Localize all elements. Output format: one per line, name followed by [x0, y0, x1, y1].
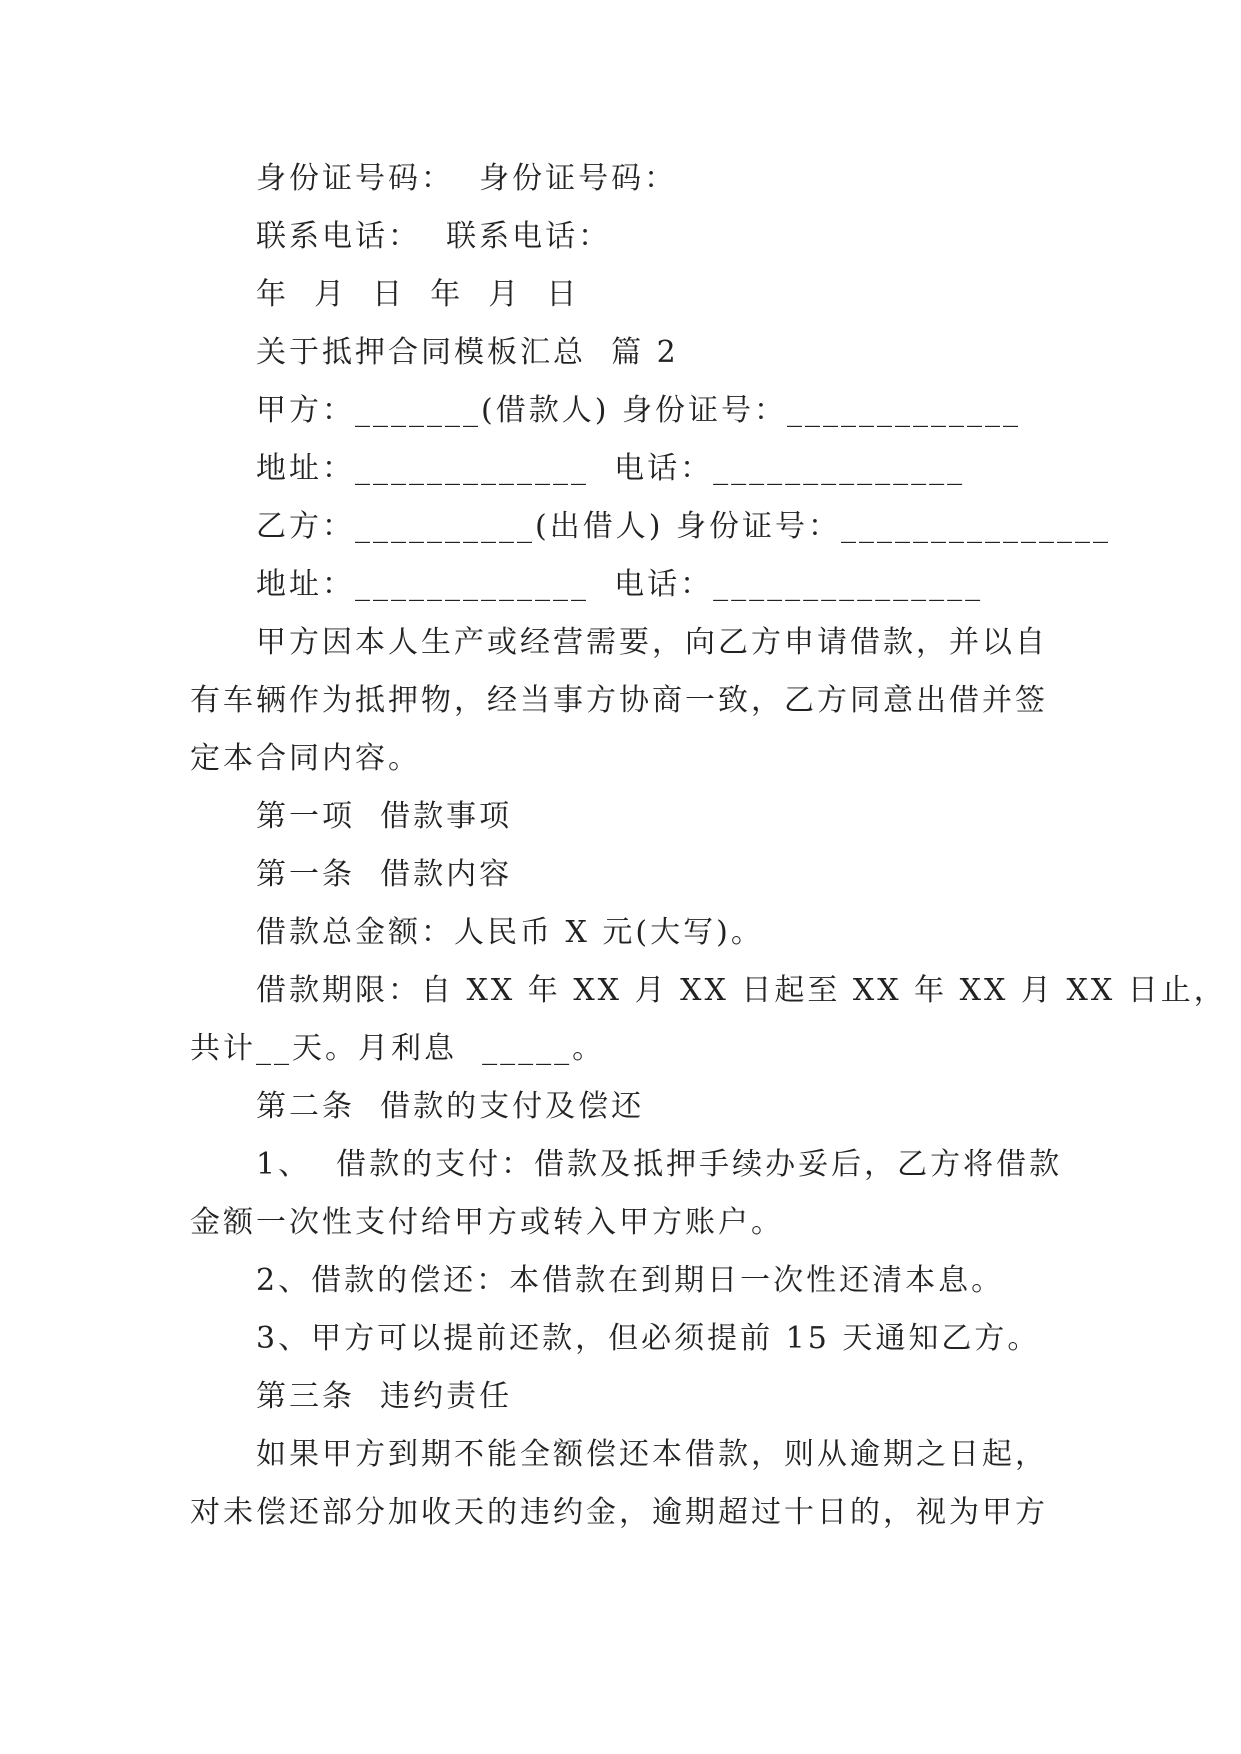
repayment-item-line: 2、借款的偿还：本借款在到期日一次性还清本息。 — [256, 1263, 1005, 1298]
paragraph-line: 甲方因本人生产或经营需要，向乙方申请借款，并以自 — [256, 625, 1048, 660]
date-line: 年 月 日 年 月 日 — [256, 277, 580, 312]
party-a-address-line: 地址：_____________ 电话：______________ — [256, 451, 966, 486]
prepayment-item-line: 3、甲方可以提前还款，但必须提前 15 天通知乙方。 — [256, 1321, 1041, 1356]
phone-line: 联系电话： 联系电话： — [256, 219, 612, 254]
paragraph-line: 定本合同内容。 — [190, 741, 421, 776]
loan-term-line-continued: 共计__天。月利息 _____。 — [190, 1031, 606, 1066]
default-liability-line: 如果甲方到期不能全额偿还本借款，则从逾期之日起， — [256, 1437, 1048, 1472]
party-a-line: 甲方：_______(借款人) 身份证号：_____________ — [256, 393, 1021, 428]
article-heading: 第一项 借款事项 — [256, 799, 513, 834]
party-b-address-line: 地址：_____________ 电话：_______________ — [256, 567, 984, 602]
payment-item-line: 1、 借款的支付：借款及抵押手续办妥后，乙方将借款 — [256, 1147, 1063, 1182]
clause-heading: 第一条 借款内容 — [256, 857, 513, 892]
document-body — [190, 150, 1227, 1542]
default-liability-line-continued: 对未偿还部分加收天的违约金，逾期超过十日的，视为甲方 — [190, 1495, 1048, 1530]
id-number-line: 身份证号码： 身份证号码： — [256, 161, 678, 196]
loan-term-line: 借款期限：自 XX 年 XX 月 XX 日起至 XX 年 XX 月 XX 日止， — [256, 973, 1227, 1008]
payment-item-line-continued: 金额一次性支付给甲方或转入甲方账户。 — [190, 1205, 784, 1240]
paragraph-line: 有车辆作为抵押物，经当事方协商一致，乙方同意出借并签 — [190, 683, 1048, 718]
clause-heading: 第二条 借款的支付及偿还 — [256, 1089, 645, 1124]
loan-amount-line: 借款总金额：人民币 X 元(大写)。 — [256, 915, 764, 950]
section-title: 关于抵押合同模板汇总 篇 2 — [256, 335, 679, 370]
party-b-line: 乙方：__________(出借人) 身份证号：_______________ — [256, 509, 1111, 544]
clause-heading: 第三条 违约责任 — [256, 1379, 513, 1414]
